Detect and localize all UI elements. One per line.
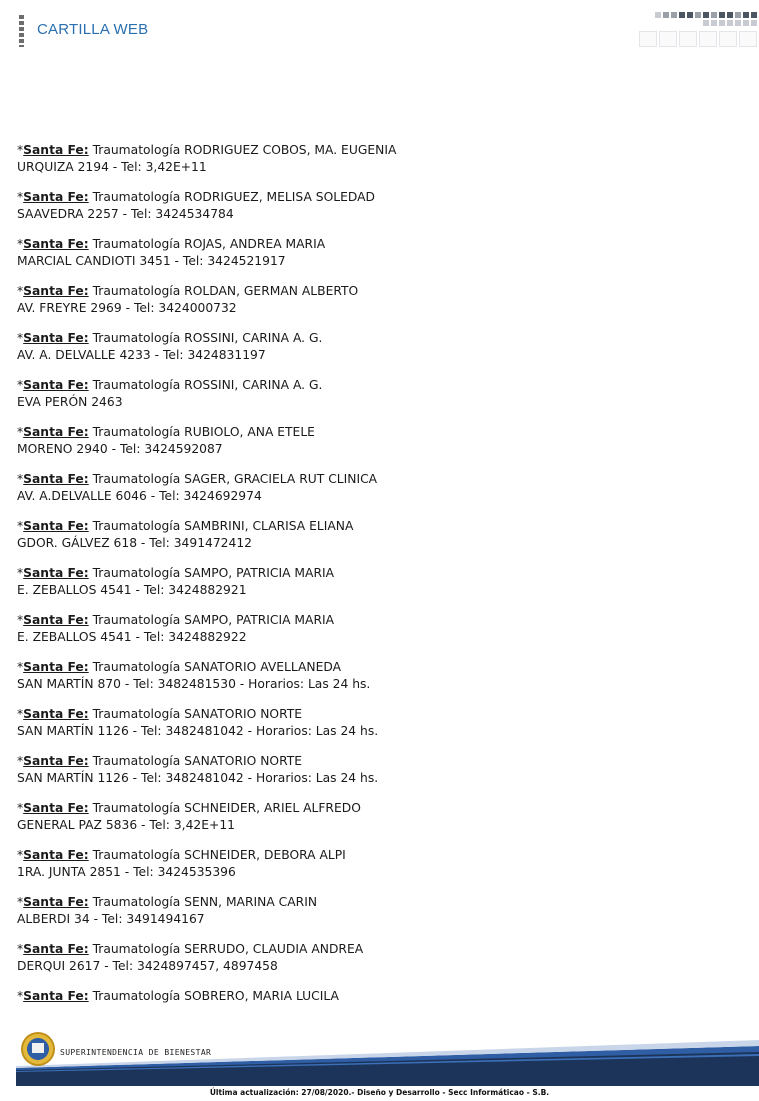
list-item: [17, 941, 737, 975]
page-title: CARTILLA WEB: [37, 21, 149, 38]
entry-heading: [17, 753, 737, 770]
institution-seal-icon: [21, 1032, 55, 1066]
entry-specialty-name: Traumatología ROSSINI, CARINA A. G.: [88, 331, 323, 345]
entry-prefix: *: [17, 190, 24, 204]
entry-specialty-name: Traumatología ROSSINI, CARINA A. G.: [88, 378, 323, 392]
list-item: [17, 189, 737, 223]
footer-wave-graphic: [16, 1028, 759, 1086]
entry-prefix: *: [17, 284, 24, 298]
entry-location: Santa Fe:: [23, 660, 89, 674]
entry-location: Santa Fe:: [23, 895, 89, 909]
page-header: [0, 0, 759, 60]
entry-address: ALBERDI 34 - Tel: 3491494167: [17, 912, 205, 926]
entry-prefix: *: [17, 566, 24, 580]
entry-specialty-name: Traumatología RODRIGUEZ COBOS, MA. EUGENIA: [88, 143, 397, 157]
entry-heading: [17, 330, 737, 347]
entry-heading: [17, 236, 737, 253]
list-item: [17, 706, 737, 740]
entry-prefix: *: [17, 237, 24, 251]
list-item: [17, 659, 737, 693]
footer-credit: Última actualización: 27/08/2020.- Diseño y Desarrollo - Secc Informáticao - S.B.: [209, 1088, 550, 1097]
entry-address: GENERAL PAZ 5836 - Tel: 3,42E+11: [17, 818, 235, 832]
entry-heading: [17, 471, 737, 488]
entry-heading: [17, 800, 737, 817]
entry-location: Santa Fe:: [23, 613, 89, 627]
organization-name: SUPERINTENDENCIA DE BIENESTAR: [60, 1048, 212, 1057]
entry-location: Santa Fe:: [23, 331, 89, 345]
entry-specialty-name: Traumatología SAMPO, PATRICIA MARIA: [88, 613, 335, 627]
entry-prefix: *: [17, 472, 24, 486]
entry-location: Santa Fe:: [23, 942, 89, 956]
header-accent-bar: [19, 15, 24, 47]
list-item: [17, 988, 737, 1005]
entry-prefix: *: [17, 143, 24, 157]
entry-prefix: *: [17, 801, 24, 815]
entry-prefix: *: [17, 989, 24, 1003]
entry-address: MARCIAL CANDIOTI 3451 - Tel: 3424521917: [17, 254, 286, 268]
entry-address: SAN MARTÍN 870 - Tel: 3482481530 - Horarios: Las 24 hs.: [17, 677, 371, 691]
entry-address: AV. FREYRE 2969 - Tel: 3424000732: [17, 301, 237, 315]
entry-prefix: *: [17, 942, 24, 956]
entry-heading: [17, 706, 737, 723]
page-footer: [0, 1028, 759, 1101]
list-item: [17, 894, 737, 928]
entry-prefix: *: [17, 895, 24, 909]
entry-address: AV. A.DELVALLE 6046 - Tel: 3424692974: [17, 489, 262, 503]
entry-specialty-name: Traumatología SOBRERO, MARIA LUCILA: [88, 989, 339, 1003]
entry-heading: [17, 142, 737, 159]
entry-specialty-name: Traumatología SANATORIO NORTE: [88, 707, 303, 721]
entry-specialty-name: Traumatología RODRIGUEZ, MELISA SOLEDAD: [88, 190, 376, 204]
entry-specialty-name: Traumatología ROJAS, ANDREA MARIA: [88, 237, 326, 251]
entry-specialty-name: Traumatología SAMBRINI, CLARISA ELIANA: [88, 519, 354, 533]
entry-location: Santa Fe:: [23, 472, 89, 486]
entry-heading: [17, 659, 737, 676]
entry-location: Santa Fe:: [23, 284, 89, 298]
entry-specialty-name: Traumatología SANATORIO AVELLANEDA: [88, 660, 342, 674]
entry-address: GDOR. GÁLVEZ 618 - Tel: 3491472412: [17, 536, 252, 550]
entry-heading: [17, 941, 737, 958]
entry-specialty-name: Traumatología SERRUDO, CLAUDIA ANDREA: [88, 942, 364, 956]
entry-heading: [17, 847, 737, 864]
entry-prefix: *: [17, 660, 24, 674]
list-item: [17, 330, 737, 364]
list-item: [17, 236, 737, 270]
entry-prefix: *: [17, 754, 24, 768]
entry-location: Santa Fe:: [23, 801, 89, 815]
list-item: [17, 612, 737, 646]
entry-specialty-name: Traumatología SCHNEIDER, ARIEL ALFREDO: [88, 801, 361, 815]
entry-specialty-name: Traumatología ROLDAN, GERMAN ALBERTO: [88, 284, 359, 298]
entry-prefix: *: [17, 425, 24, 439]
entry-location: Santa Fe:: [23, 425, 89, 439]
list-item: [17, 283, 737, 317]
entry-heading: [17, 424, 737, 441]
entry-heading: [17, 283, 737, 300]
list-item: [17, 847, 737, 881]
entry-location: Santa Fe:: [23, 519, 89, 533]
entry-specialty-name: Traumatología SAGER, GRACIELA RUT CLINICA: [88, 472, 378, 486]
entry-location: Santa Fe:: [23, 707, 89, 721]
entry-prefix: *: [17, 378, 24, 392]
entry-address: 1RA. JUNTA 2851 - Tel: 3424535396: [17, 865, 236, 879]
entry-address: DERQUI 2617 - Tel: 3424897457, 4897458: [17, 959, 278, 973]
entry-location: Santa Fe:: [23, 378, 89, 392]
list-item: [17, 424, 737, 458]
entry-address: E. ZEBALLOS 4541 - Tel: 3424882921: [17, 583, 247, 597]
entry-prefix: *: [17, 848, 24, 862]
entry-location: Santa Fe:: [23, 848, 89, 862]
entry-address: E. ZEBALLOS 4541 - Tel: 3424882922: [17, 630, 247, 644]
entry-location: Santa Fe:: [23, 566, 89, 580]
entry-prefix: *: [17, 707, 24, 721]
list-item: [17, 142, 737, 176]
entry-specialty-name: Traumatología SANATORIO NORTE: [88, 754, 303, 768]
entry-location: Santa Fe:: [23, 143, 89, 157]
entry-heading: [17, 377, 737, 394]
entry-specialty-name: Traumatología SENN, MARINA CARIN: [88, 895, 318, 909]
list-item: [17, 377, 737, 411]
list-item: [17, 471, 737, 505]
entry-heading: [17, 189, 737, 206]
entry-prefix: *: [17, 613, 24, 627]
provider-list: [17, 142, 737, 1018]
entry-heading: [17, 518, 737, 535]
entry-address: SAAVEDRA 2257 - Tel: 3424534784: [17, 207, 234, 221]
entry-location: Santa Fe:: [23, 237, 89, 251]
entry-heading: [17, 565, 737, 582]
entry-specialty-name: Traumatología SAMPO, PATRICIA MARIA: [88, 566, 335, 580]
entry-address: URQUIZA 2194 - Tel: 3,42E+11: [17, 160, 207, 174]
entry-heading: [17, 612, 737, 629]
entry-location: Santa Fe:: [23, 989, 89, 1003]
entry-specialty-name: Traumatología SCHNEIDER, DEBORA ALPI: [88, 848, 346, 862]
entry-location: Santa Fe:: [23, 754, 89, 768]
list-item: [17, 518, 737, 552]
footer-band: [16, 1028, 759, 1086]
entry-address: SAN MARTÍN 1126 - Tel: 3482481042 - Horarios: Las 24 hs.: [17, 771, 379, 785]
entry-address: AV. A. DELVALLE 4233 - Tel: 3424831197: [17, 348, 266, 362]
list-item: [17, 800, 737, 834]
entry-heading: [17, 988, 737, 1005]
entry-specialty-name: Traumatología RUBIOLO, ANA ETELE: [88, 425, 315, 439]
entry-address: MORENO 2940 - Tel: 3424592087: [17, 442, 223, 456]
entry-address: SAN MARTÍN 1126 - Tel: 3482481042 - Horarios: Las 24 hs.: [17, 724, 379, 738]
header-decoration: [635, 12, 759, 48]
entry-location: Santa Fe:: [23, 190, 89, 204]
list-item: [17, 565, 737, 599]
entry-heading: [17, 894, 737, 911]
entry-prefix: *: [17, 519, 24, 533]
entry-prefix: *: [17, 331, 24, 345]
entry-address: EVA PERÓN 2463: [17, 395, 123, 409]
list-item: [17, 753, 737, 787]
